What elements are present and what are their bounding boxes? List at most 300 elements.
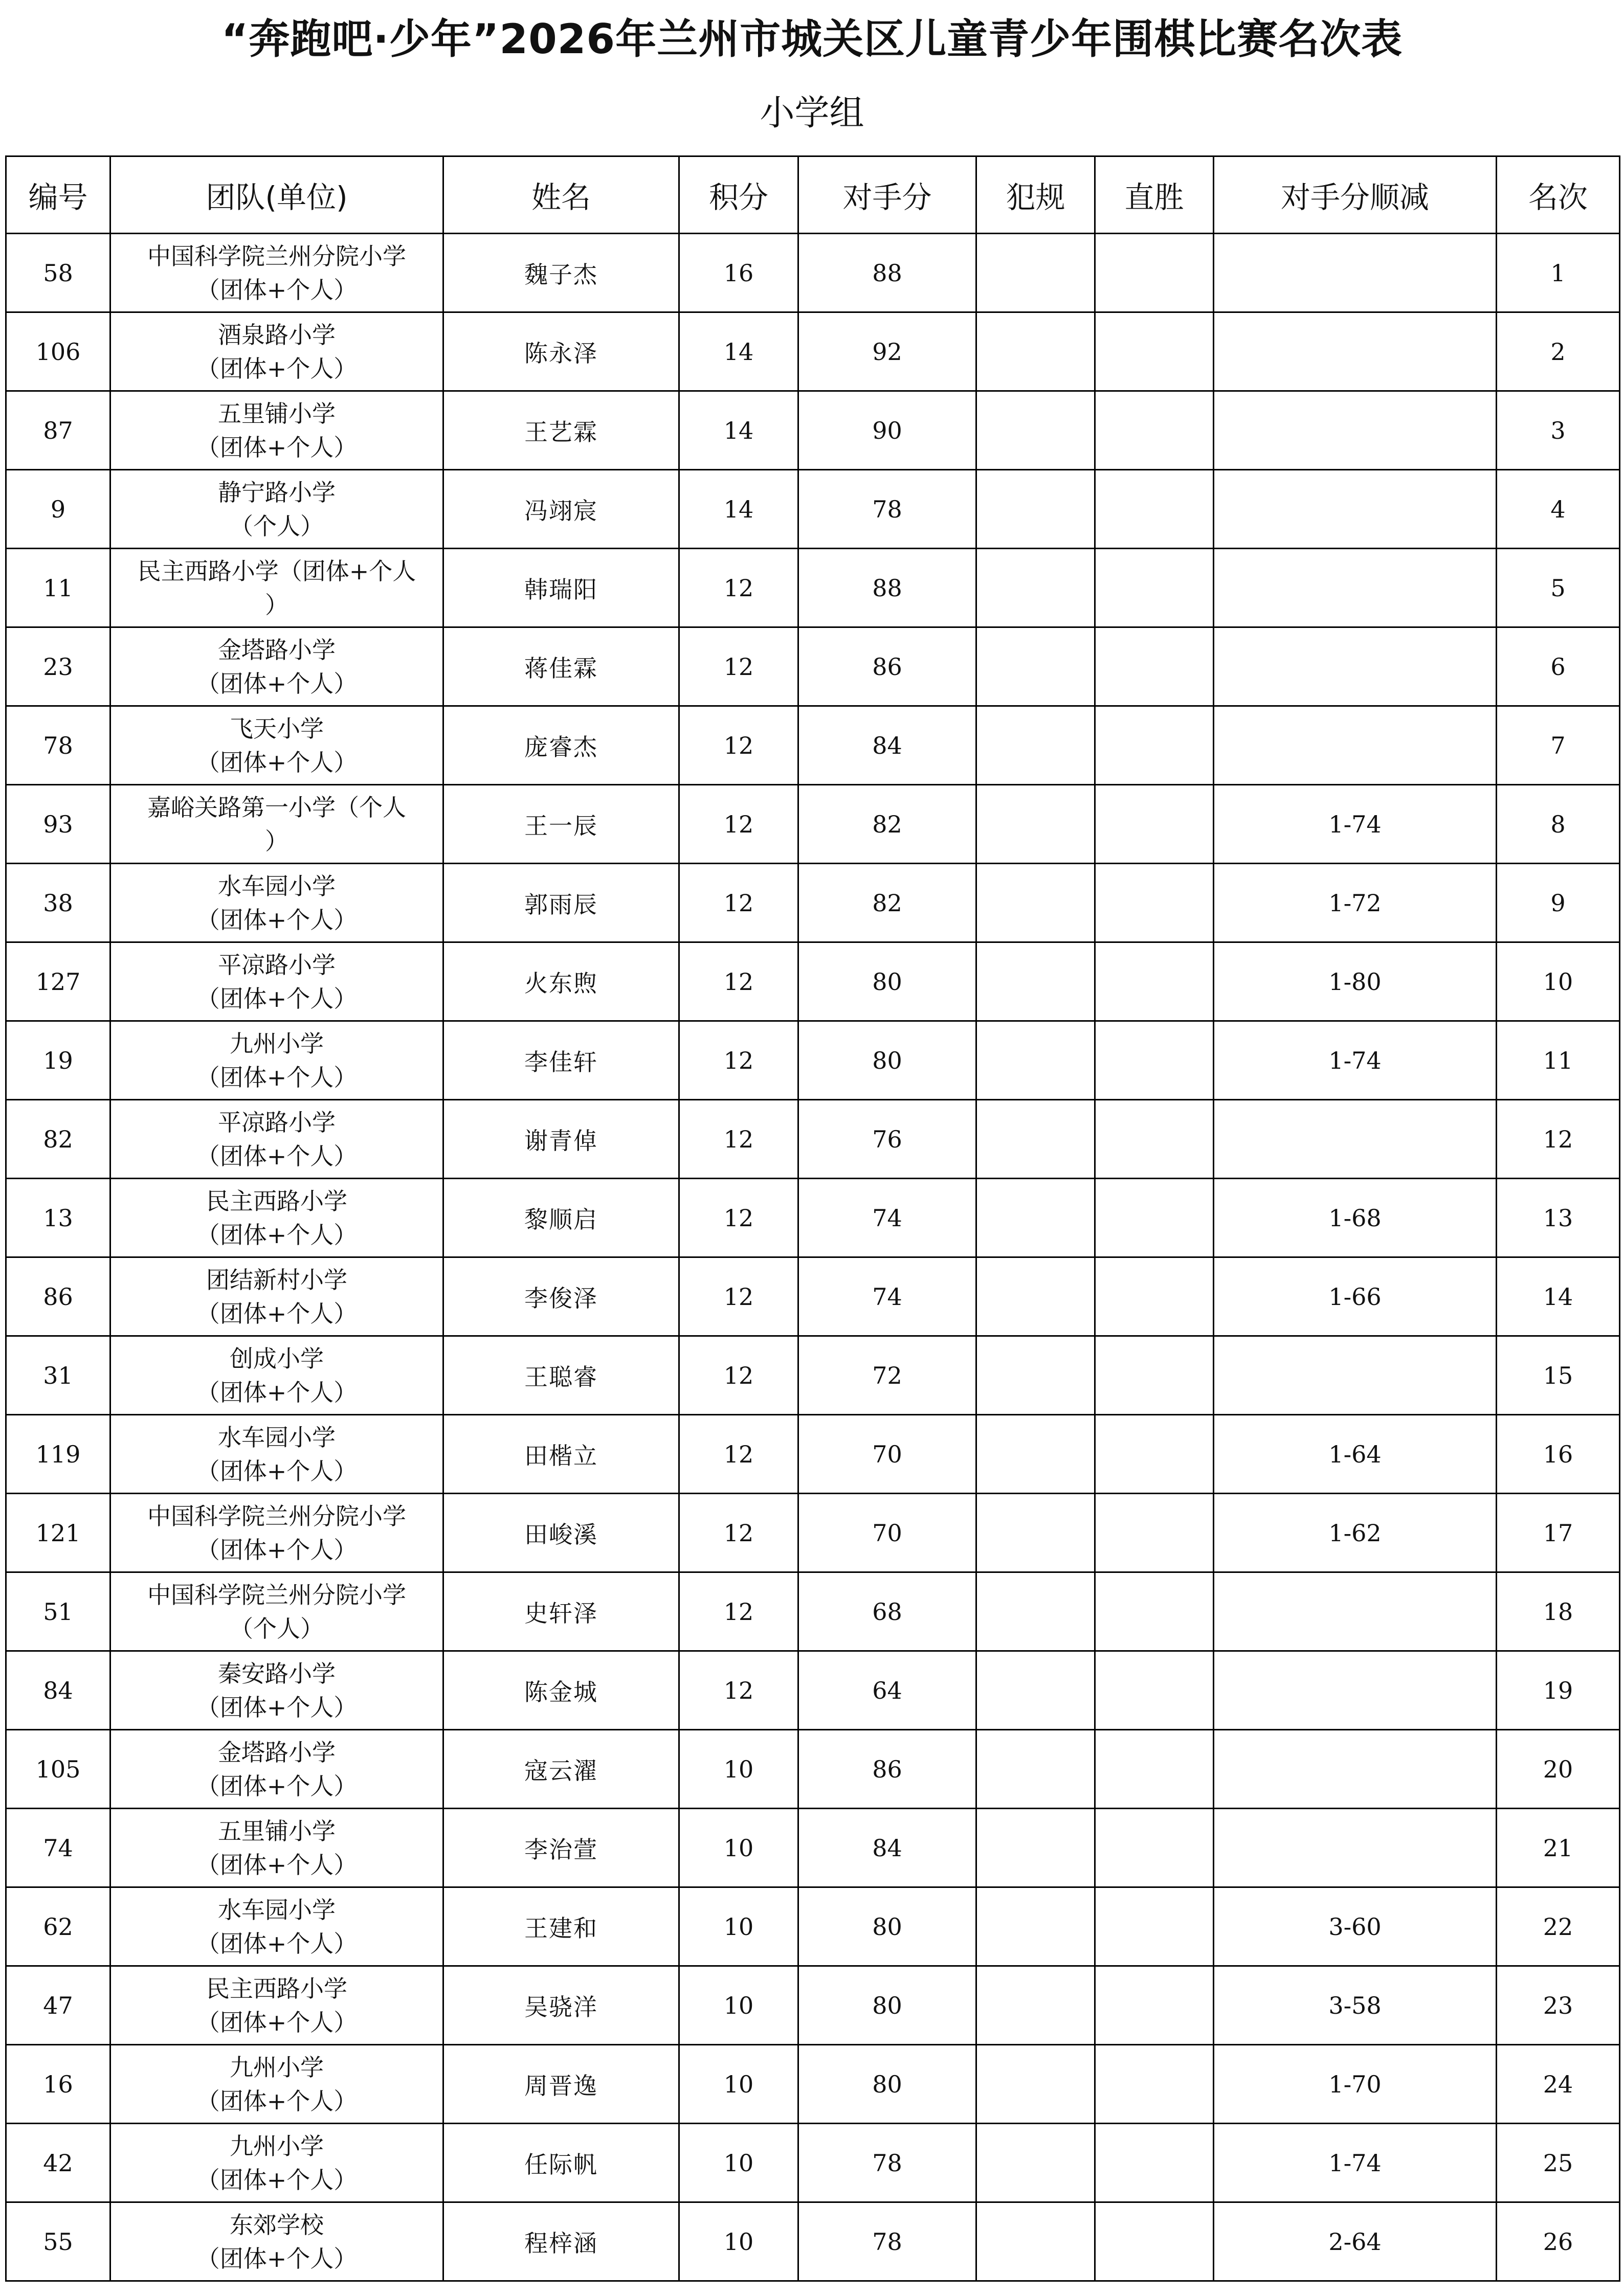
cell-id: 86 (6, 1257, 110, 1336)
cell-team (110, 2124, 443, 2202)
cell-name: 谢青倬 (443, 1100, 679, 1179)
team-line-2: （团体+个人） (196, 276, 358, 304)
cell-id: 82 (6, 1100, 110, 1179)
cell-rank: 2 (1497, 312, 1620, 391)
cell-name: 寇云濯 (443, 1730, 679, 1809)
team-line-1: 中国科学院兰州分院小学 (147, 1502, 406, 1530)
cell-name: 陈金城 (443, 1651, 679, 1730)
cell-foul (976, 1572, 1095, 1651)
cell-opponent-score: 70 (798, 1415, 976, 1494)
cell-id: 58 (6, 234, 110, 312)
cell-team (110, 1809, 443, 1887)
table-row (6, 1730, 1620, 1809)
cell-id: 55 (6, 2202, 110, 2281)
cell-rank: 4 (1497, 470, 1620, 549)
table-row (6, 864, 1620, 942)
header-opponent-score: 对手分 (798, 156, 976, 234)
header-row (6, 156, 1620, 234)
cell-id: 38 (6, 864, 110, 942)
team-line-2: （团体+个人） (196, 1299, 358, 1327)
cell-foul (976, 627, 1095, 706)
cell-name: 王一辰 (443, 785, 679, 864)
cell-opponent-score: 86 (798, 627, 976, 706)
table-row (6, 1179, 1620, 1257)
team-line-2: （团体+个人） (196, 906, 358, 934)
cell-score: 12 (679, 1257, 798, 1336)
cell-name: 王艺霖 (443, 391, 679, 470)
cell-foul (976, 549, 1095, 627)
cell-score: 12 (679, 706, 798, 785)
cell-team (110, 391, 443, 470)
cell-direct-win (1095, 627, 1214, 706)
cell-opponent-score: 64 (798, 1651, 976, 1730)
cell-direct-win (1095, 1651, 1214, 1730)
cell-direct-win (1095, 1809, 1214, 1887)
cell-id: 106 (6, 312, 110, 391)
cell-id: 9 (6, 470, 110, 549)
cell-id: 47 (6, 1966, 110, 2045)
cell-id: 31 (6, 1336, 110, 1415)
team-line-2: （团体+个人） (196, 2166, 358, 2194)
cell-team (110, 864, 443, 942)
cell-rank: 20 (1497, 1730, 1620, 1809)
table-row (6, 1651, 1620, 1730)
cell-opponent-reduce (1214, 1572, 1497, 1651)
team-line-1: 九州小学 (230, 2053, 324, 2081)
table-row (6, 706, 1620, 785)
header-direct-win: 直胜 (1095, 156, 1214, 234)
cell-opponent-reduce: 1-74 (1214, 1021, 1497, 1100)
team-line-2: （团体+个人） (196, 354, 358, 382)
cell-direct-win (1095, 312, 1214, 391)
cell-rank: 19 (1497, 1651, 1620, 1730)
cell-direct-win (1095, 1730, 1214, 1809)
cell-name: 蒋佳霖 (443, 627, 679, 706)
cell-direct-win (1095, 1179, 1214, 1257)
cell-team (110, 234, 443, 312)
cell-name: 李俊泽 (443, 1257, 679, 1336)
cell-name: 周晋逸 (443, 2045, 679, 2124)
cell-opponent-score: 84 (798, 1809, 976, 1887)
cell-id: 78 (6, 706, 110, 785)
team-line-2: （个人） (230, 512, 324, 540)
cell-foul (976, 1415, 1095, 1494)
cell-score: 14 (679, 312, 798, 391)
cell-score: 12 (679, 864, 798, 942)
cell-id: 13 (6, 1179, 110, 1257)
team-line-2: （团体+个人） (196, 1221, 358, 1249)
cell-rank: 11 (1497, 1021, 1620, 1100)
table-row (6, 1415, 1620, 1494)
cell-score: 10 (679, 2202, 798, 2281)
team-line-1: 团结新村小学 (206, 1266, 347, 1294)
cell-rank: 5 (1497, 549, 1620, 627)
header-score: 积分 (679, 156, 798, 234)
table-row (6, 1966, 1620, 2045)
cell-opponent-score: 84 (798, 706, 976, 785)
cell-opponent-score: 82 (798, 864, 976, 942)
cell-id: 127 (6, 942, 110, 1021)
cell-opponent-score: 78 (798, 470, 976, 549)
cell-team (110, 1966, 443, 2045)
cell-team (110, 1651, 443, 1730)
team-line-2: （团体+个人） (196, 1378, 358, 1406)
table-row (6, 1100, 1620, 1179)
team-line-2: （团体+个人） (196, 2008, 358, 2036)
cell-direct-win (1095, 234, 1214, 312)
cell-name: 王聪睿 (443, 1336, 679, 1415)
cell-id: 16 (6, 2045, 110, 2124)
cell-name: 史轩泽 (443, 1572, 679, 1651)
cell-direct-win (1095, 864, 1214, 942)
cell-score: 12 (679, 549, 798, 627)
team-line-2: （团体+个人） (196, 1457, 358, 1485)
cell-opponent-reduce (1214, 1651, 1497, 1730)
team-line-2: ） (265, 591, 288, 619)
cell-score: 12 (679, 1100, 798, 1179)
cell-team (110, 549, 443, 627)
cell-name: 魏子杰 (443, 234, 679, 312)
cell-id: 74 (6, 1809, 110, 1887)
cell-score: 10 (679, 2045, 798, 2124)
cell-team (110, 1179, 443, 1257)
cell-name: 李佳轩 (443, 1021, 679, 1100)
cell-rank: 1 (1497, 234, 1620, 312)
cell-opponent-score: 86 (798, 1730, 976, 1809)
table-row (6, 1572, 1620, 1651)
cell-opponent-score: 76 (798, 1100, 976, 1179)
table-row (6, 1336, 1620, 1415)
cell-name: 程梓涵 (443, 2202, 679, 2281)
team-line-2: （团体+个人） (196, 2244, 358, 2272)
cell-rank: 9 (1497, 864, 1620, 942)
cell-opponent-score: 80 (798, 1966, 976, 2045)
team-line-2: （团体+个人） (196, 1929, 358, 1957)
cell-team (110, 2045, 443, 2124)
team-line-2: （团体+个人） (196, 2087, 358, 2115)
team-line-1: 飞天小学 (230, 714, 324, 742)
table-row (6, 785, 1620, 864)
cell-id: 62 (6, 1887, 110, 1966)
cell-foul (976, 864, 1095, 942)
cell-foul (976, 1179, 1095, 1257)
cell-team (110, 1021, 443, 1100)
header-foul: 犯规 (976, 156, 1095, 234)
cell-opponent-score: 88 (798, 234, 976, 312)
cell-foul (976, 1257, 1095, 1336)
header-opponent-reduce: 对手分顺减 (1214, 156, 1497, 234)
team-line-1: 金塔路小学 (218, 1738, 336, 1766)
cell-rank: 8 (1497, 785, 1620, 864)
cell-opponent-reduce: 1-74 (1214, 785, 1497, 864)
page-title: “奔跑吧·少年”2026年兰州市城关区儿童青少年围棋比赛名次表 (221, 15, 1403, 63)
team-line-1: 金塔路小学 (218, 636, 336, 664)
header-id: 编号 (6, 156, 110, 234)
cell-team (110, 785, 443, 864)
cell-opponent-reduce (1214, 1730, 1497, 1809)
cell-rank: 12 (1497, 1100, 1620, 1179)
cell-rank: 17 (1497, 1494, 1620, 1572)
cell-team (110, 470, 443, 549)
cell-foul (976, 2124, 1095, 2202)
cell-score: 12 (679, 942, 798, 1021)
team-line-1: 九州小学 (230, 1029, 324, 1057)
cell-opponent-reduce (1214, 1336, 1497, 1415)
team-line-1: 嘉峪关路第一小学（个人 (147, 793, 406, 821)
cell-opponent-reduce (1214, 627, 1497, 706)
cell-foul (976, 942, 1095, 1021)
team-line-2: （团体+个人） (196, 1536, 358, 1564)
cell-name: 李治萱 (443, 1809, 679, 1887)
cell-opponent-reduce: 3-58 (1214, 1966, 1497, 2045)
table-row (6, 1257, 1620, 1336)
cell-foul (976, 1021, 1095, 1100)
cell-score: 10 (679, 1730, 798, 1809)
cell-opponent-reduce: 1-68 (1214, 1179, 1497, 1257)
team-line-2: （团体+个人） (196, 1693, 358, 1721)
cell-name: 韩瑞阳 (443, 549, 679, 627)
team-line-2: （团体+个人） (196, 433, 358, 461)
cell-rank: 15 (1497, 1336, 1620, 1415)
table-row (6, 234, 1620, 312)
table-row (6, 2045, 1620, 2124)
cell-team (110, 942, 443, 1021)
cell-foul (976, 470, 1095, 549)
cell-opponent-reduce: 3-60 (1214, 1887, 1497, 1966)
ranking-table-body (6, 234, 1620, 2281)
cell-opponent-score: 70 (798, 1494, 976, 1572)
table-row (6, 2124, 1620, 2202)
team-line-2: （团体+个人） (196, 1142, 358, 1170)
cell-id: 119 (6, 1415, 110, 1494)
cell-direct-win (1095, 1100, 1214, 1179)
cell-foul (976, 785, 1095, 864)
cell-opponent-score: 80 (798, 2045, 976, 2124)
cell-direct-win (1095, 1336, 1214, 1415)
cell-team (110, 706, 443, 785)
team-line-1: 秦安路小学 (218, 1659, 336, 1687)
cell-rank: 7 (1497, 706, 1620, 785)
cell-opponent-reduce: 2-64 (1214, 2202, 1497, 2281)
cell-rank: 13 (1497, 1179, 1620, 1257)
cell-direct-win (1095, 2124, 1214, 2202)
table-row (6, 549, 1620, 627)
cell-foul (976, 2045, 1095, 2124)
cell-rank: 6 (1497, 627, 1620, 706)
cell-name: 任际帆 (443, 2124, 679, 2202)
cell-direct-win (1095, 391, 1214, 470)
cell-foul (976, 1966, 1095, 2045)
cell-opponent-score: 72 (798, 1336, 976, 1415)
cell-score: 12 (679, 1494, 798, 1572)
cell-direct-win (1095, 706, 1214, 785)
team-line-1: 五里铺小学 (218, 1817, 336, 1845)
cell-opponent-reduce (1214, 470, 1497, 549)
cell-team (110, 1415, 443, 1494)
cell-opponent-score: 74 (798, 1179, 976, 1257)
cell-opponent-reduce (1214, 234, 1497, 312)
cell-rank: 24 (1497, 2045, 1620, 2124)
cell-rank: 10 (1497, 942, 1620, 1021)
cell-rank: 14 (1497, 1257, 1620, 1336)
cell-direct-win (1095, 1021, 1214, 1100)
table-row (6, 1021, 1620, 1100)
header-name: 姓名 (443, 156, 679, 234)
cell-team (110, 1100, 443, 1179)
cell-id: 105 (6, 1730, 110, 1809)
team-line-1: 水车园小学 (218, 872, 336, 900)
team-line-1: 平凉路小学 (218, 1108, 336, 1136)
cell-rank: 3 (1497, 391, 1620, 470)
team-line-1: 水车园小学 (218, 1423, 336, 1451)
cell-direct-win (1095, 942, 1214, 1021)
team-line-2: （团体+个人） (196, 984, 358, 1012)
cell-opponent-reduce: 1-74 (1214, 2124, 1497, 2202)
team-line-2: （团体+个人） (196, 669, 358, 697)
cell-rank: 22 (1497, 1887, 1620, 1966)
cell-opponent-score: 92 (798, 312, 976, 391)
cell-team (110, 1730, 443, 1809)
cell-foul (976, 1651, 1095, 1730)
cell-opponent-score: 88 (798, 549, 976, 627)
cell-score: 12 (679, 1572, 798, 1651)
cell-name: 冯翊宸 (443, 470, 679, 549)
cell-name: 田峻溪 (443, 1494, 679, 1572)
team-line-1: 五里铺小学 (218, 399, 336, 427)
cell-direct-win (1095, 549, 1214, 627)
cell-direct-win (1095, 1257, 1214, 1336)
cell-opponent-score: 80 (798, 1021, 976, 1100)
table-row (6, 1494, 1620, 1572)
ranking-table (5, 155, 1620, 2282)
cell-team (110, 2202, 443, 2281)
cell-opponent-reduce (1214, 312, 1497, 391)
cell-opponent-score: 80 (798, 942, 976, 1021)
cell-opponent-reduce: 1-66 (1214, 1257, 1497, 1336)
cell-direct-win (1095, 1415, 1214, 1494)
cell-foul (976, 234, 1095, 312)
cell-id: 42 (6, 2124, 110, 2202)
cell-team (110, 1494, 443, 1572)
cell-foul (976, 1730, 1095, 1809)
cell-foul (976, 312, 1095, 391)
cell-score: 10 (679, 1887, 798, 1966)
cell-rank: 23 (1497, 1966, 1620, 2045)
team-line-1: 东郊学校 (230, 2211, 324, 2239)
team-line-2: （团体+个人） (196, 1063, 358, 1091)
cell-score: 10 (679, 1966, 798, 2045)
cell-direct-win (1095, 470, 1214, 549)
team-line-1: 九州小学 (230, 2132, 324, 2160)
cell-score: 10 (679, 1809, 798, 1887)
team-line-1: 静宁路小学 (218, 478, 336, 506)
team-line-1: 中国科学院兰州分院小学 (147, 242, 406, 270)
team-line-2: （团体+个人） (196, 1851, 358, 1879)
cell-opponent-reduce (1214, 391, 1497, 470)
table-row (6, 2202, 1620, 2281)
cell-direct-win (1095, 1494, 1214, 1572)
cell-name: 田楷立 (443, 1415, 679, 1494)
cell-score: 12 (679, 1179, 798, 1257)
team-line-2: ） (265, 827, 288, 855)
table-row (6, 312, 1620, 391)
cell-score: 14 (679, 391, 798, 470)
cell-score: 14 (679, 470, 798, 549)
cell-direct-win (1095, 1887, 1214, 1966)
cell-name: 吴骁洋 (443, 1966, 679, 2045)
cell-name: 火东煦 (443, 942, 679, 1021)
cell-direct-win (1095, 2045, 1214, 2124)
team-line-1: 民主西路小学 (206, 1187, 347, 1215)
cell-rank: 25 (1497, 2124, 1620, 2202)
cell-rank: 21 (1497, 1809, 1620, 1887)
header-rank: 名次 (1497, 156, 1620, 234)
cell-name: 郭雨辰 (443, 864, 679, 942)
cell-opponent-reduce (1214, 1100, 1497, 1179)
cell-id: 121 (6, 1494, 110, 1572)
cell-foul (976, 1100, 1095, 1179)
cell-team (110, 1336, 443, 1415)
cell-foul (976, 1336, 1095, 1415)
cell-opponent-reduce: 1-64 (1214, 1415, 1497, 1494)
team-line-1: 民主西路小学 (206, 1974, 347, 2002)
team-line-1: 平凉路小学 (218, 951, 336, 979)
cell-name: 庞睿杰 (443, 706, 679, 785)
table-row (6, 470, 1620, 549)
cell-opponent-reduce: 1-80 (1214, 942, 1497, 1021)
cell-opponent-score: 82 (798, 785, 976, 864)
team-line-1: 中国科学院兰州分院小学 (147, 1581, 406, 1609)
cell-score: 12 (679, 1336, 798, 1415)
cell-score: 12 (679, 1651, 798, 1730)
cell-rank: 18 (1497, 1572, 1620, 1651)
cell-rank: 16 (1497, 1415, 1620, 1494)
table-row (6, 1887, 1620, 1966)
cell-opponent-reduce (1214, 1809, 1497, 1887)
cell-opponent-score: 78 (798, 2124, 976, 2202)
cell-score: 16 (679, 234, 798, 312)
team-line-1: 创成小学 (230, 1344, 324, 1372)
cell-id: 51 (6, 1572, 110, 1651)
cell-team (110, 312, 443, 391)
cell-opponent-reduce: 1-72 (1214, 864, 1497, 942)
team-line-2: （团体+个人） (196, 1772, 358, 1800)
team-line-2: （团体+个人） (196, 748, 358, 776)
cell-score: 12 (679, 627, 798, 706)
cell-direct-win (1095, 1572, 1214, 1651)
cell-foul (976, 391, 1095, 470)
cell-direct-win (1095, 785, 1214, 864)
cell-score: 12 (679, 1415, 798, 1494)
cell-name: 王建和 (443, 1887, 679, 1966)
cell-id: 23 (6, 627, 110, 706)
cell-opponent-reduce: 1-62 (1214, 1494, 1497, 1572)
cell-foul (976, 1887, 1095, 1966)
cell-score: 10 (679, 2124, 798, 2202)
header-team: 团队(单位) (110, 156, 443, 234)
table-row (6, 1809, 1620, 1887)
cell-team (110, 1257, 443, 1336)
cell-id: 84 (6, 1651, 110, 1730)
cell-opponent-reduce (1214, 549, 1497, 627)
cell-id: 87 (6, 391, 110, 470)
cell-name: 黎顺启 (443, 1179, 679, 1257)
cell-direct-win (1095, 1966, 1214, 2045)
cell-opponent-score: 68 (798, 1572, 976, 1651)
cell-team (110, 627, 443, 706)
cell-team (110, 1887, 443, 1966)
team-line-2: （个人） (230, 1614, 324, 1642)
